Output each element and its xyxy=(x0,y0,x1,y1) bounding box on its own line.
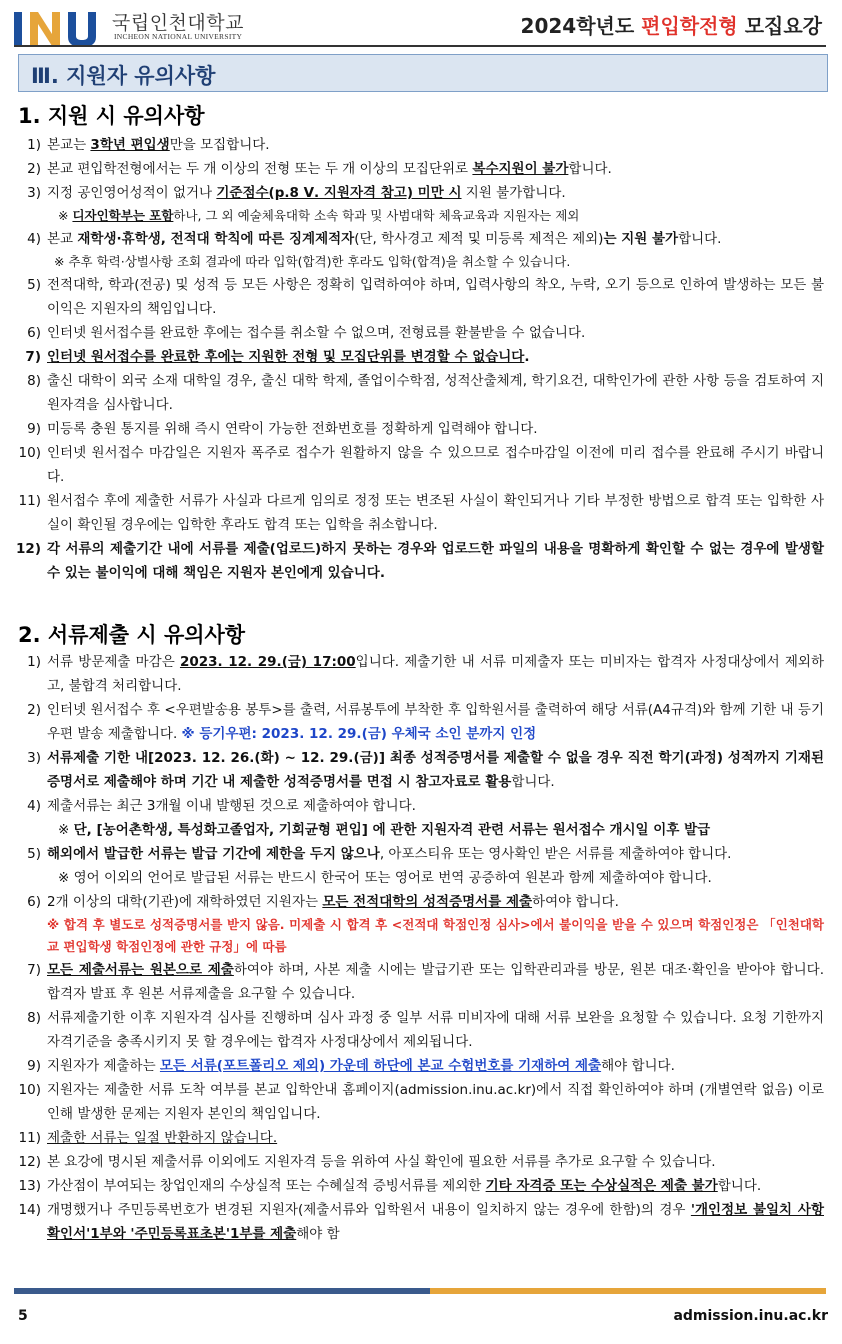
item-number: 12) xyxy=(16,541,41,557)
list-item xyxy=(12,1174,824,1198)
item-text: 가산점이 부여되는 창업인재의 수상실적 또는 수혜실적 증빙서류를 제외한 xyxy=(47,1178,486,1194)
list-item xyxy=(12,650,824,698)
logo-english-name: INCHEON NATIONAL UNIVERSITY xyxy=(114,32,243,41)
item-text: 인터넷 원서접수 마감일은 지원자 폭주로 접수가 원활하지 않을 수 있으므로 접수마감일 이전에 미리 접수를 완료해 주시기 바랍니다. xyxy=(47,445,824,485)
item-number: 9) xyxy=(27,421,41,437)
document-submission-notes-list xyxy=(12,650,824,1246)
item-text: . xyxy=(524,349,530,365)
title-suffix: 모집요강 xyxy=(744,14,822,38)
note-emphasis: 단, [농어촌학생, 특성화고졸업자, 기회균형 편입] 에 관한 지원자격 관련 서류는 원서접수 개시일 이후 발급 xyxy=(73,822,711,838)
item-emphasis: 기준점수(p.8 Ⅴ. 지원자격 참고) 미만 시 xyxy=(216,185,462,201)
item-number: 1) xyxy=(27,137,41,153)
item-text: 서류 방문제출 마감은 xyxy=(47,654,180,670)
item-emphasis: ※ 등기우편: 2023. 12. 29.(금) 우체국 소인 분까지 인정 xyxy=(181,726,537,742)
item-number: 7) xyxy=(27,962,41,978)
footer-bar-blue xyxy=(14,1288,430,1294)
item-text: 개명했거나 주민등록번호가 변경된 지원자(제출서류와 입학원서 내용이 일치하지 않는 경우에 한함)의 경우 xyxy=(47,1202,691,1218)
item-number: 3) xyxy=(27,185,41,201)
list-item xyxy=(12,1006,824,1054)
item-text: 본교 편입학전형에서는 두 개 이상의 전형 또는 두 개 이상의 모집단위로 xyxy=(47,161,473,177)
item-number: 12) xyxy=(18,1154,41,1170)
item-note xyxy=(12,205,824,227)
item-text: 지원 불가합니다. xyxy=(461,185,566,201)
item-text: 인터넷 원서접수를 완료한 후에는 접수를 취소할 수 없으며, 전형료를 환불받을 수 없습니다. xyxy=(47,325,586,341)
item-text: 입니다. 제출기한 내 서류 미제출자 또는 미비자는 합격자 사정대상에서 제외하고, 불합격 처리합니다. xyxy=(47,654,824,694)
application-notes-list xyxy=(12,133,824,585)
item-number: 11) xyxy=(18,493,41,509)
title-year: 2024학년도 xyxy=(520,14,635,38)
item-number: 11) xyxy=(18,1130,41,1146)
list-item xyxy=(12,537,824,585)
item-number: 4) xyxy=(27,798,41,814)
logo-korean-name: 국립인천대학교 xyxy=(112,12,244,34)
list-item xyxy=(12,157,824,181)
list-item xyxy=(12,345,824,369)
item-number: 9) xyxy=(27,1058,41,1074)
item-number: 5) xyxy=(27,846,41,862)
list-item xyxy=(12,890,824,914)
list-item xyxy=(12,842,824,866)
list-item xyxy=(12,181,824,205)
item-emphasis: 해외에서 발급한 서류는 발급 기간에 제한을 두지 않으나 xyxy=(47,846,380,862)
item-emphasis: 기타 자격증 또는 수상실적은 제출 불가 xyxy=(485,1178,718,1194)
note-mark: ※ xyxy=(58,822,74,838)
item-text: 서류제출기한 이후 지원자격 심사를 진행하며 심사 과정 중 일부 서류 미비자에 대해 서류 보완을 요청할 수 있습니다. 요청 기한까지 자격기준을 충족시키지 못 할 경우에는 합격자 사정대상에서 제외됩니다. xyxy=(47,1010,824,1050)
item-text: 해야 함 xyxy=(296,1226,340,1242)
item-emphasis: 재학생·휴학생, 전적대 학칙에 따른 징계제적자 xyxy=(77,231,355,247)
list-item xyxy=(12,369,824,417)
list-item xyxy=(12,441,824,489)
item-number: 6) xyxy=(27,325,41,341)
list-item xyxy=(12,133,824,157)
note-mark: ※ xyxy=(58,208,73,223)
footer-website: admission.inu.ac.kr xyxy=(673,1308,828,1324)
item-text: 합니다. xyxy=(717,1178,762,1194)
list-item xyxy=(12,1054,824,1078)
item-emphasis: 2023. 12. 29.(금) 17:00 xyxy=(179,654,356,670)
item-emphasis: 인터넷 원서접수를 완료한 후에는 지원한 전형 및 모집단위를 변경할 수 없습니다 xyxy=(47,349,525,365)
item-number: 10) xyxy=(18,1082,41,1098)
item-text: 지원자는 제출한 서류 도착 여부를 본교 입학안내 홈페이지(admission.inu.ac.kr)에서 직접 확인하여야 하며 (개별연락 없음) 이로 인해 발생한 문제는 지원자 본인의 책임입니다. xyxy=(47,1082,824,1122)
section-title-box xyxy=(18,54,828,92)
list-item xyxy=(12,698,824,746)
item-number: 8) xyxy=(27,1010,41,1026)
item-number: 8) xyxy=(27,373,41,389)
item-text: 본교 xyxy=(47,231,78,247)
item-emphasis: 복수지원이 불가 xyxy=(472,161,569,177)
item-emphasis: 는 지원 불가 xyxy=(603,231,679,247)
title-highlight: 편입학전형 xyxy=(641,14,738,38)
page-header xyxy=(0,0,842,52)
item-number: 5) xyxy=(27,277,41,293)
list-item xyxy=(12,958,824,1006)
item-number: 4) xyxy=(27,231,41,247)
item-text: 지정 공인영어성적이 없거나 xyxy=(47,185,217,201)
item-text: 해야 합니다. xyxy=(601,1058,675,1074)
item-text: 하여야 합니다. xyxy=(532,894,619,910)
item-text: 본교는 xyxy=(47,137,91,153)
inu-logo-icon xyxy=(12,6,104,50)
item-note: ※ 영어 이외의 언어로 발급된 서류는 반드시 한국어 또는 영어로 번역 공증하여 원본과 함께 제출하여야 합니다. xyxy=(58,870,712,886)
list-item xyxy=(12,1198,824,1246)
list-item xyxy=(12,321,824,345)
item-emphasis: 모든 전적대학의 성적증명서를 제출 xyxy=(322,894,533,910)
list-item xyxy=(12,794,824,818)
item-text: 원서접수 후에 제출한 서류가 사실과 다르게 임의로 정정 또는 변조된 사실이 확인되거나 기타 부정한 방법으로 합격 또는 입학한 사실이 확인될 경우에는 입학한 후라도 합격 또는 입학을 취소합니다. xyxy=(47,493,824,533)
item-text: 각 서류의 제출기간 내에 서류를 제출(업로드)하지 못하는 경우와 업로드한 파일의 내용을 명확하게 확인할 수 없는 경우에 발생할 수 있는 불이익에 대해 책임은 지원자 본인에게 있습니다. xyxy=(47,541,824,581)
item-number: 14) xyxy=(18,1202,41,1218)
list-item xyxy=(12,1150,824,1174)
item-text: , 아포스티유 또는 영사확인 받은 서류를 제출하여야 합니다. xyxy=(379,846,732,862)
item-text: 합니다. xyxy=(511,774,555,790)
item-text: 출신 대학이 외국 소재 대학일 경우, 출신 대학 학제, 졸업이수학점, 성적산출체계, 학기요건, 대학인가에 관한 사항 등을 검토하여 지원자격을 심사합니다. xyxy=(47,373,824,413)
item-number: 2) xyxy=(27,161,41,177)
item-number: 7) xyxy=(25,349,41,365)
document-title xyxy=(521,10,822,39)
item-text: 본 요강에 명시된 제출서류 이외에도 지원자격 등을 위하여 사실 확인에 필요한 서류를 추가로 요구할 수 있습니다. xyxy=(47,1154,716,1170)
footer-bar-gold xyxy=(430,1288,826,1294)
item-note: ※ 추후 학력·상벌사항 조회 결과에 따라 입학(합격)한 후라도 입학(합격)을 취소할 수 있습니다. xyxy=(54,254,571,269)
item-text: 지원자가 제출하는 xyxy=(47,1058,160,1074)
item-emphasis: 모든 서류(포트폴리오 제외) 가운데 하단에 본교 수험번호를 기재하여 제출 xyxy=(159,1058,602,1074)
item-text: 만을 모집합니다. xyxy=(169,137,270,153)
item-number: 13) xyxy=(18,1178,41,1194)
item-warning-note: ※ 합격 후 별도로 성적증명서를 받지 않음. 미제출 시 합격 후 <전적대 학점인정 심사>에서 불이익을 받을 수 있으며 학점인정은 「인천대학교 편입학생 학점인정에 관한 규정」에 따름 xyxy=(47,917,824,954)
item-text: 인터넷 원서접수 후 <우편발송용 봉투>를 출력, 서류봉투에 부착한 후 입학원서를 출력하여 해당 서류(A4규격)와 함께 기한 내 등기우편 발송 제출합니다. xyxy=(47,702,824,742)
item-text: 제출한 서류는 일절 반환하지 않습니다. xyxy=(47,1130,278,1146)
item-emphasis: 모든 제출서류는 원본으로 제출 xyxy=(47,962,234,978)
item-text: 2개 이상의 대학(기관)에 재학하였던 지원자는 xyxy=(47,894,323,910)
section-title: Ⅲ. 지원자 유의사항 xyxy=(31,64,216,88)
item-number: 6) xyxy=(27,894,41,910)
list-item xyxy=(12,273,824,321)
item-text: 제출서류는 최근 3개월 이내 발행된 것으로 제출하여야 합니다. xyxy=(47,798,416,814)
item-text: 전적대학, 학과(전공) 및 성적 등 모든 사항은 정확히 입력하여야 하며, 입력사항의 착오, 누락, 오기 등으로 인하여 발생하는 모든 불이익은 지원자의 책임입니다. xyxy=(47,277,824,317)
item-number: 1) xyxy=(27,654,41,670)
subsection-title-1: 1. 지원 시 유의사항 xyxy=(18,104,205,128)
page-number: 5 xyxy=(18,1308,28,1324)
note-text: 하나, 그 외 예술체육대학 소속 학과 및 사범대학 체육교육과 지원자는 제외 xyxy=(173,208,580,223)
list-item xyxy=(12,1126,824,1150)
item-emphasis: 서류제출 기한 내[2023. 12. 26.(화) ~ 12. 29.(금)] 최종 성적증명서를 제출할 수 없을 경우 직전 학기(과정) 성적까지 기재된 증명서로 제출해야 하며 기간 내 제출한 성적증명서를 면접 시 참고자료로 활용 xyxy=(47,750,824,790)
list-item xyxy=(12,1078,824,1126)
list-item xyxy=(12,417,824,441)
item-emphasis: '개인정보 불일치 사항 확인서'1부와 '주민등록표초본'1부를 제출 xyxy=(47,1202,824,1242)
note-emphasis: 디자인학부는 포함 xyxy=(72,208,174,223)
item-text: 합니다. xyxy=(678,231,722,247)
item-text: (단, 학사경고 제적 및 미등록 제적은 제외) xyxy=(354,231,604,247)
list-item xyxy=(12,227,824,251)
item-text: 합니다. xyxy=(568,161,612,177)
header-divider xyxy=(14,45,826,47)
item-emphasis: 3학년 편입생 xyxy=(90,137,170,153)
item-note xyxy=(12,818,824,842)
list-item xyxy=(12,746,824,794)
list-item xyxy=(12,489,824,537)
item-number: 10) xyxy=(18,445,41,461)
item-number: 2) xyxy=(27,702,41,718)
item-text: 하여야 하며, 사본 제출 시에는 발급기관 또는 입학관리과를 방문, 원본 대조·확인을 받아야 합니다. 합격자 발표 후 원본 서류제출을 요구할 수 있습니다. xyxy=(47,962,824,1002)
item-number: 3) xyxy=(27,750,41,766)
item-text: 미등록 충원 통지를 위해 즉시 연락이 가능한 전화번호를 정확하게 입력해야 합니다. xyxy=(47,421,538,437)
subsection-title-2: 2. 서류제출 시 유의사항 xyxy=(18,623,246,647)
